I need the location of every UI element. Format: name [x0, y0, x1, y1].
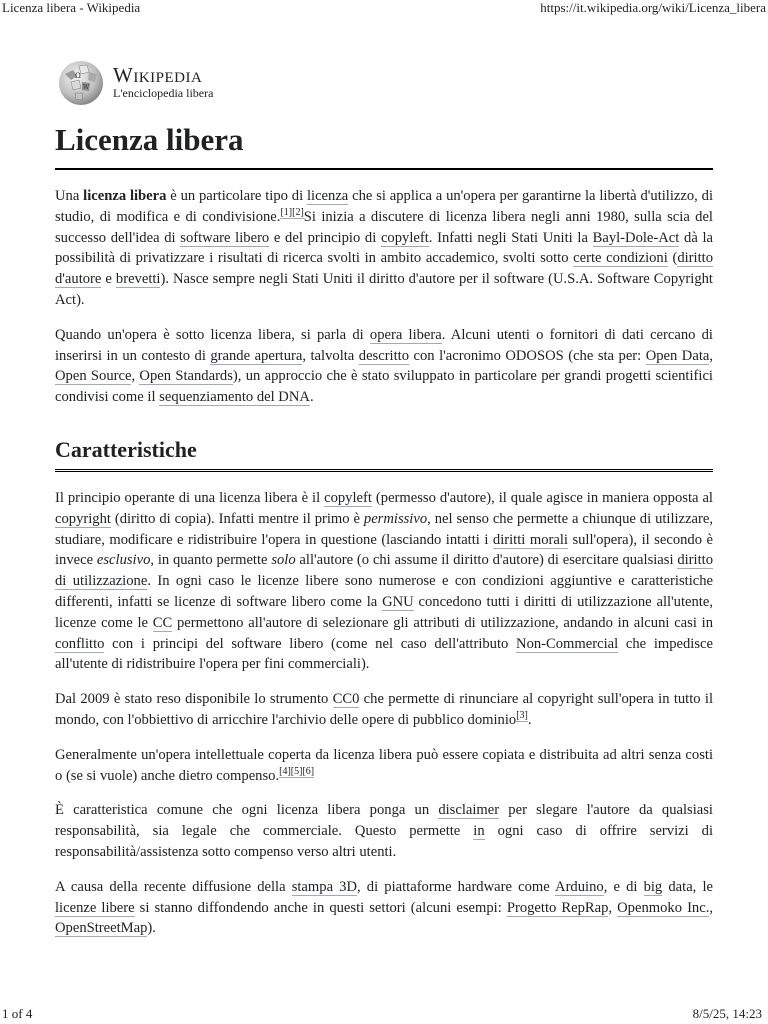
link-copyright[interactable]: copyright: [55, 510, 111, 527]
section-heading-caratteristiche: Caratteristiche: [55, 434, 713, 472]
print-page-number: 1 of 4: [2, 1006, 33, 1021]
link-descritto[interactable]: descritto: [358, 347, 410, 364]
link-big-data[interactable]: big: [643, 878, 663, 895]
link-diritto-di-utilizzazione[interactable]: diritto di utilizzazione: [55, 552, 713, 590]
link-conflitto[interactable]: conflitto: [55, 635, 105, 652]
ref-link-1[interactable]: [1]: [280, 206, 293, 218]
link-open-data[interactable]: Open Data: [645, 347, 710, 364]
reference-marker: [516, 710, 528, 722]
print-page-title: Licenza libera - Wikipedia: [2, 0, 141, 15]
article-page: [55, 54, 713, 939]
reference-marker: [280, 207, 303, 219]
print-datetime: 8/5/25, 14:23: [692, 1006, 762, 1021]
print-footer: [0, 1006, 768, 1024]
link-openstreetmap[interactable]: OpenStreetMap: [55, 920, 148, 937]
link-gnu[interactable]: GNU: [382, 593, 414, 610]
link-sequenziamento-dna[interactable]: sequenziamento del DNA: [159, 389, 310, 406]
link-licenze-libere[interactable]: licenze libere: [55, 899, 135, 916]
link-software-libero[interactable]: software libero: [180, 229, 270, 246]
link-disclaimer[interactable]: disclaimer: [438, 802, 500, 819]
paragraph-caratteristiche-4: È caratteristica comune che ogni licenza libera ponga un disclaimer per slegare l'autore da qualsiasi responsabilità, sia legale che commerciale. Questo permette in ogni caso di offrire servizi di responsabilità/assistenza sotto compenso verso altri utenti.: [55, 802, 714, 860]
print-page-url: https://it.wikipedia.org/wiki/Licenza_libera: [540, 0, 766, 15]
link-progetto-reprap[interactable]: Progetto RepRap: [506, 899, 609, 916]
link-diritti-morali[interactable]: diritti morali: [492, 531, 568, 548]
link-stampa-3d[interactable]: stampa 3D: [291, 878, 358, 895]
svg-text:Ω: Ω: [75, 72, 81, 80]
link-non-commercial[interactable]: Non-Commercial: [516, 635, 619, 652]
link-licenza[interactable]: licenza: [306, 188, 349, 204]
wikipedia-name: Wikipedia: [113, 63, 203, 87]
reference-marker: [279, 766, 314, 778]
wikipedia-globe-icon: [55, 56, 107, 108]
link-grande-apertura[interactable]: grande apertura: [210, 347, 303, 364]
ref-link-3[interactable]: [3]: [516, 710, 528, 722]
wikipedia-tagline: L'enciclopedia libera: [113, 86, 214, 100]
paragraph-intro-1: Una licenza libera è un particolare tipo di licenza che si applica a un'opera per garantirne la libertà d'utilizzo, di studio, di modifica e di condivisione.[1][2]Si inizia a discutere di licenza libera negli anni 1980, sulla scia del successo dell'idea di software libero e del principio di copyleft. Infatti negli Stati Uniti la Bayl-Dole-Act dà la possibilità di privatizzare i risultati di ricerca svolti in ambito accademico, svolti sotto certe condizioni (diritto d'autore e brevetti). Nasce sempre negli Stati Uniti il diritto d'autore per il software (U.S.A. Software Copyright Act).: [55, 188, 713, 308]
wikipedia-wordmark: [113, 64, 213, 100]
link-arduino[interactable]: Arduino: [555, 878, 604, 895]
link-openmoko[interactable]: Openmoko Inc.: [617, 899, 710, 916]
link-in[interactable]: in: [473, 823, 485, 840]
ref-link-4[interactable]: [4]: [279, 765, 291, 777]
svg-text:W: W: [83, 84, 90, 91]
link-cc0[interactable]: CC0: [332, 691, 360, 708]
link-opera-libera[interactable]: opera libera: [369, 326, 442, 343]
link-copyleft-2[interactable]: copyleft: [324, 489, 372, 506]
link-open-source[interactable]: Open Source: [55, 368, 132, 385]
ref-link-6[interactable]: [6]: [302, 765, 315, 777]
paragraph-caratteristiche-3: Generalmente un'opera intellettuale coperta da licenza libera può essere copiata e distribuita ad altri senza costi o (se si vuole) anche dietro compenso.[4][5][6]: [55, 746, 713, 784]
link-brevetti[interactable]: brevetti: [115, 271, 161, 288]
ref-link-2[interactable]: [2]: [292, 206, 304, 218]
link-copyleft[interactable]: copyleft: [380, 229, 429, 246]
link-open-standards[interactable]: Open Standards: [139, 368, 233, 385]
print-header: [0, 0, 768, 18]
paragraph-intro-2: Quando un'opera è sotto licenza libera, si parla di opera libera. Alcuni utenti o fornitori di dati cercano di inserirsi in un contesto di grande apertura, talvolta descritto con l'acronimo ODOSOS (che sta per: Open Data, Open Source, Open Standards), un approccio che è stato sviluppato in particolare per grandi progetti scientifici condivisi come il sequenziamento del DNA.: [55, 326, 714, 406]
paragraph-caratteristiche-1: Il principio operante di una licenza libera è il copyleft (permesso d'autore), il quale agisce in maniera opposta al copyright (diritto di copia). Infatti mentre il primo è permissivo, nel senso che permette a chiunque di utilizzare, studiare, modificare e ridistribuire l'opera in questione (lasciando intatti i diritti morali sull'opera), il secondo è invece esclusivo, in quanto permette solo all'autore (o chi assume il diritto d'autore) di esercitare qualsiasi diritto di utilizzazione. In ogni caso le licenze libere sono numerose e con condizioni aggiuntive e caratteristiche differenti, infatti se licenze di software libero come la GNU concedono tutti i diritti di utilizzazione all'utente, licenze come le CC permettono all'autore di selezionare gli attributi di utilizzazione, andando in alcuni casi in conflitto con i principi del software libero (come nel caso dell'attributo Non-Commercial che impedisce all'utente di ridistribuire l'opera per fini commerciali).: [55, 489, 714, 673]
link-bayl-dole-act[interactable]: Bayl-Dole-Act: [592, 229, 680, 246]
link-cc[interactable]: CC: [152, 614, 173, 631]
page-title: Licenza libera: [55, 120, 713, 170]
paragraph-caratteristiche-2: Dal 2009 è stato reso disponibile lo strumento CC0 che permette di rinunciare al copyright sull'opera in tutto il mondo, con l'obbiettivo di arricchire l'archivio delle opere di pubblico dominio[3].: [55, 691, 713, 728]
ref-link-5[interactable]: [5]: [290, 765, 303, 777]
link-diritto-d-autore[interactable]: diritto d'autore: [55, 250, 713, 288]
link-certe-condizioni[interactable]: certe condizioni: [573, 250, 668, 267]
bold-term: licenza libera: [83, 188, 167, 204]
wikipedia-logo[interactable]: [55, 54, 713, 110]
paragraph-caratteristiche-5: A causa della recente diffusione della stampa 3D, di piattaforme hardware come Arduino, e di big data, le licenze libere si stanno diffondendo anche in questi settori (alcuni esempi: Progetto RepRap, Openmoko Inc., OpenStreetMap).: [55, 878, 714, 937]
